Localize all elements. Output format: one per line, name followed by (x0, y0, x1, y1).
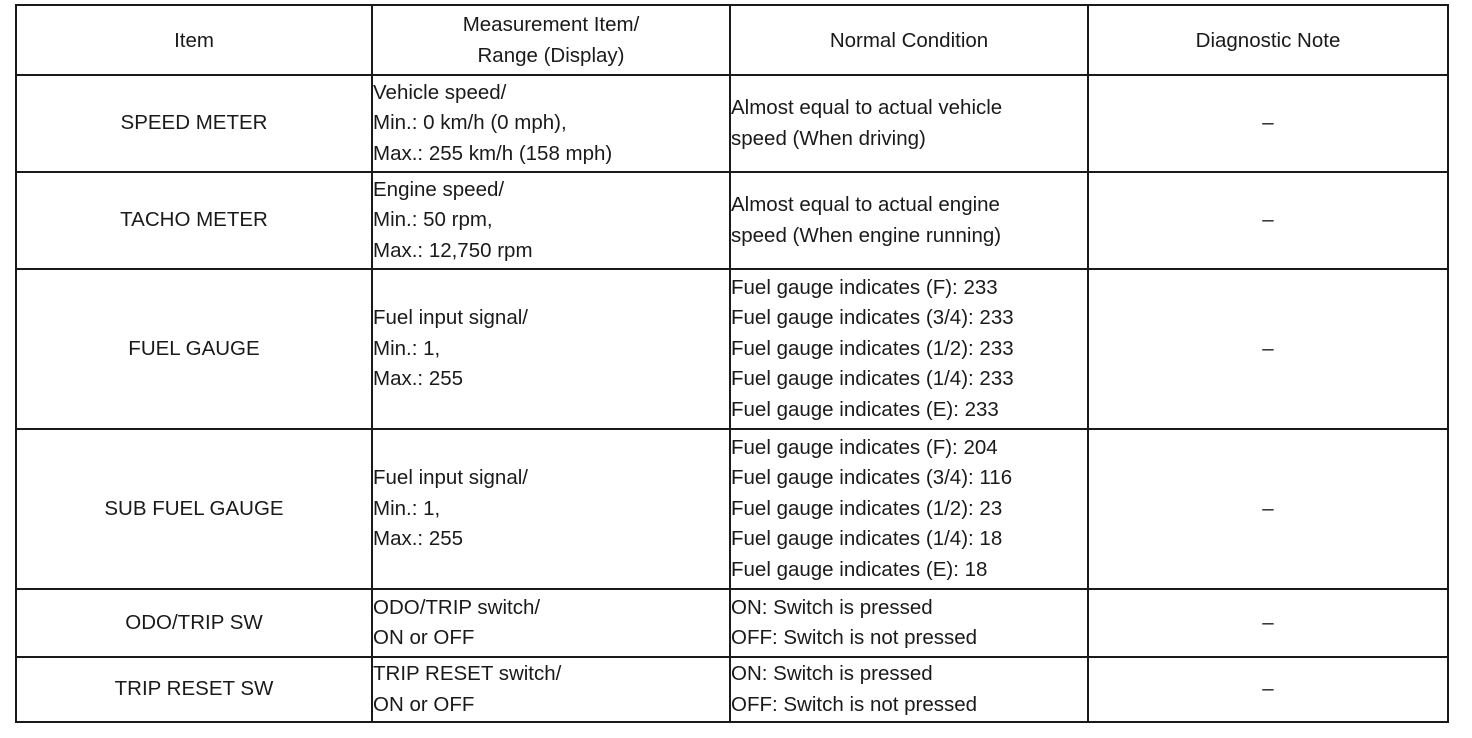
header-note: Diagnostic Note (1088, 5, 1448, 75)
measurement-line: TRIP RESET switch/ (373, 662, 562, 685)
condition-line: Fuel gauge indicates (1/2): 23 (731, 496, 1003, 520)
table-row (16, 429, 1448, 589)
measurement-line: Max.: 255 km/h (158 mph) (373, 141, 613, 165)
condition-line: Almost equal to actual vehicle (731, 96, 1003, 119)
condition-line: Fuel gauge indicates (1/4): 233 (731, 367, 1014, 391)
measurement-cell (372, 269, 730, 429)
measurement-line: Min.: 50 rpm, (373, 208, 493, 232)
condition-line: Fuel gauge indicates (3/4): 233 (731, 306, 1014, 330)
measurement-cell (372, 172, 730, 269)
condition-line: OFF: Switch is not pressed (731, 692, 978, 716)
measurement-cell (372, 657, 730, 722)
item-cell: SPEED METER (16, 75, 372, 172)
measurement-line: Min.: 1, (373, 336, 441, 360)
condition-cell (730, 429, 1088, 589)
table-row (16, 657, 1448, 722)
condition-line: Fuel gauge indicates (1/2): 233 (731, 336, 1014, 360)
diagnostic-table (15, 4, 1449, 723)
note-cell: – (1088, 269, 1448, 429)
measurement-line: Max.: 255 (373, 367, 464, 391)
condition-line: OFF: Switch is not pressed (731, 626, 978, 649)
condition-line: speed (When driving) (731, 126, 926, 150)
condition-line: Fuel gauge indicates (E): 233 (731, 397, 999, 421)
condition-line: Fuel gauge indicates (F): 204 (731, 435, 998, 459)
measurement-line: Max.: 12,750 rpm (373, 238, 533, 262)
condition-line: Fuel gauge indicates (3/4): 116 (731, 466, 1013, 490)
condition-cell (730, 657, 1088, 722)
table-row (16, 269, 1448, 429)
condition-cell (730, 75, 1088, 172)
measurement-line: Fuel input signal/ (373, 306, 528, 330)
condition-line: ON: Switch is pressed (731, 595, 933, 619)
table-row (16, 589, 1448, 657)
note-cell: – (1088, 589, 1448, 657)
condition-cell (730, 589, 1088, 657)
header-measurement-line: Range (Display) (477, 44, 625, 67)
measurement-line: Min.: 1, (373, 496, 441, 520)
condition-line: speed (When engine running) (731, 223, 1002, 247)
measurement-line: Fuel input signal/ (373, 466, 528, 490)
measurement-line: Max.: 255 (373, 527, 464, 551)
condition-line: Almost equal to actual engine (731, 193, 1000, 216)
table-row (16, 75, 1448, 172)
item-cell: ODO/TRIP SW (16, 589, 372, 657)
condition-line: Fuel gauge indicates (1/4): 18 (731, 527, 1003, 551)
measurement-line: Vehicle speed/ (373, 80, 507, 104)
header-item: Item (16, 5, 372, 75)
note-cell: – (1088, 429, 1448, 589)
condition-line: Fuel gauge indicates (F): 233 (731, 275, 998, 299)
note-cell: – (1088, 75, 1448, 172)
note-cell: – (1088, 657, 1448, 722)
condition-line: ON: Switch is pressed (731, 662, 933, 685)
measurement-line: ODO/TRIP switch/ (373, 595, 541, 619)
measurement-line: ON or OFF (373, 626, 475, 649)
header-condition: Normal Condition (730, 5, 1088, 75)
note-cell: – (1088, 172, 1448, 269)
table-row (16, 172, 1448, 269)
item-cell: FUEL GAUGE (16, 269, 372, 429)
measurement-cell (372, 75, 730, 172)
header-row (16, 5, 1448, 75)
item-cell: SUB FUEL GAUGE (16, 429, 372, 589)
measurement-line: Min.: 0 km/h (0 mph), (373, 111, 567, 135)
measurement-line: Engine speed/ (373, 177, 505, 201)
item-cell: TACHO METER (16, 172, 372, 269)
header-measurement (372, 5, 730, 75)
header-measurement-line: Measurement Item/ (462, 13, 640, 36)
measurement-cell (372, 429, 730, 589)
condition-cell (730, 269, 1088, 429)
condition-line: Fuel gauge indicates (E): 18 (731, 557, 988, 581)
measurement-line: ON or OFF (373, 692, 475, 716)
item-cell: TRIP RESET SW (16, 657, 372, 722)
measurement-cell (372, 589, 730, 657)
condition-cell (730, 172, 1088, 269)
